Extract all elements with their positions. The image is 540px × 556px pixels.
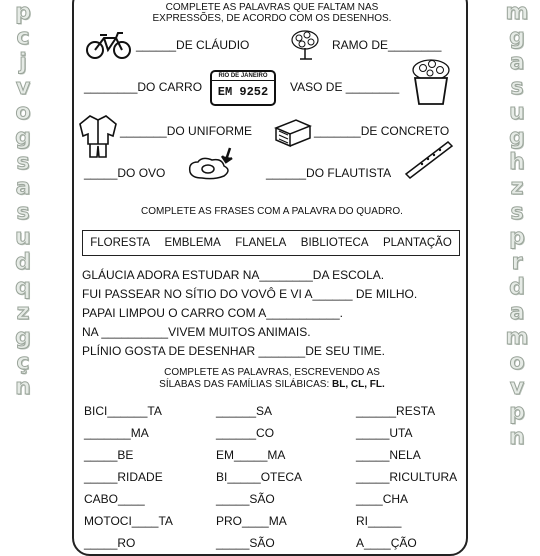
section3-title-line2: SÍLABAS DAS FAMÍLIAS SILÁBICAS: BL, CL, FL. bbox=[159, 379, 385, 390]
section1-title-line2: EXPRESSÕES, DE ACORDO COM OS DESENHOS. bbox=[152, 13, 392, 24]
left-border-letter: g bbox=[15, 325, 31, 350]
item-vaso-de: VASO DE ________ bbox=[290, 80, 400, 94]
right-border-letter: s bbox=[510, 200, 524, 225]
item-do-ovo: _____DO OVO bbox=[84, 166, 166, 180]
syllable-item: ____CHA bbox=[356, 492, 409, 506]
flute-icon bbox=[404, 138, 454, 178]
syllable-item: MOTOCI____TA bbox=[84, 514, 173, 528]
left-border-letter: ç bbox=[16, 350, 30, 375]
right-border-letter: r bbox=[511, 250, 523, 275]
right-letter-border bbox=[494, 0, 540, 540]
left-border-letter: n bbox=[15, 375, 31, 400]
right-border-letter: a bbox=[509, 300, 525, 325]
left-border-letter: u bbox=[15, 225, 31, 250]
flower-branch-icon bbox=[288, 28, 322, 60]
syllable-item: _______MA bbox=[84, 426, 149, 440]
fried-egg-icon bbox=[186, 148, 238, 182]
right-border-letter: z bbox=[510, 175, 524, 200]
right-border-letter: p bbox=[509, 400, 525, 425]
right-border-letter: g bbox=[509, 25, 525, 50]
left-border-letter: j bbox=[19, 50, 27, 75]
right-border-letter: u bbox=[509, 100, 525, 125]
item-de-claudio: ______DE CLÁUDIO bbox=[136, 38, 250, 52]
item-do-flautista: ______DO FLAUTISTA bbox=[266, 166, 392, 180]
right-border-letter: p bbox=[509, 225, 525, 250]
sentence-4: NA __________VIVEM MUITOS ANIMAIS. bbox=[82, 325, 311, 339]
left-border-letter: s bbox=[16, 150, 30, 175]
uniform-icon bbox=[78, 114, 118, 158]
sentence-2: FUI PASSEAR NO SÍTIO DO VOVÔ E VI A______ DE MILHO. bbox=[82, 287, 418, 301]
syllable-item: _____UTA bbox=[356, 426, 413, 440]
item-ramo-de: RAMO DE________ bbox=[332, 38, 442, 52]
syllable-item: ______RESTA bbox=[356, 404, 436, 418]
left-letter-border bbox=[0, 0, 46, 540]
item-de-concreto: _______DE CONCRETO bbox=[314, 124, 450, 138]
syllable-item: BICI______TA bbox=[84, 404, 162, 418]
syllable-item: ______CO bbox=[216, 426, 275, 440]
sentence-5: PLÍNIO GOSTA DE DESENHAR _______DE SEU TIME. bbox=[82, 344, 385, 358]
right-border-letter: g bbox=[509, 125, 525, 150]
plate-main-text: EM 9252 bbox=[217, 85, 269, 99]
item-do-uniforme: _______DO UNIFORME bbox=[120, 124, 253, 138]
concrete-block-icon bbox=[272, 116, 312, 146]
left-border-letter: s bbox=[16, 200, 30, 225]
syllable-item: BI_____OTECA bbox=[216, 470, 303, 484]
flower-pot-icon bbox=[410, 58, 452, 106]
syllable-item: _____SÃO bbox=[216, 492, 275, 506]
section3-title-line1: COMPLETE AS PALAVRAS, ESCREVENDO AS bbox=[164, 367, 380, 378]
right-border-letter: m bbox=[505, 325, 529, 350]
word-plantacao: PLANTAÇÃO bbox=[382, 237, 452, 249]
syllable-item: _____RO bbox=[84, 536, 136, 550]
syllable-item: _____NELA bbox=[356, 448, 421, 462]
syllable-item: RI_____ bbox=[356, 514, 402, 528]
word-floresta: FLORESTA bbox=[90, 237, 151, 249]
syllable-item: _____SÃO bbox=[216, 536, 275, 550]
plate-top-text: RIO DE JANEIRO bbox=[212, 72, 274, 81]
worksheet bbox=[72, 0, 468, 556]
left-border-letter: p bbox=[15, 0, 31, 25]
syllable-item: PRO____MA bbox=[216, 514, 287, 528]
left-border-letter: v bbox=[15, 75, 31, 100]
sentence-1: GLÁUCIA ADORA ESTUDAR NA________DA ESCOLA. bbox=[82, 268, 385, 282]
right-border-letter: v bbox=[509, 375, 525, 400]
word-box bbox=[82, 230, 460, 256]
left-border-letter: d bbox=[15, 250, 31, 275]
word-biblioteca: BIBLIOTECA bbox=[300, 237, 369, 249]
right-border-letter: m bbox=[505, 0, 529, 25]
right-border-letter: d bbox=[509, 275, 525, 300]
sentence-3: PAPAI LIMPOU O CARRO COM A___________. bbox=[82, 306, 343, 320]
right-border-letter: h bbox=[509, 150, 525, 175]
syllable-item: _____RIDADE bbox=[84, 470, 163, 484]
right-border-letter: a bbox=[509, 50, 525, 75]
left-border-letter: z bbox=[16, 300, 30, 325]
right-border-letter: n bbox=[509, 425, 525, 450]
word-emblema: EMBLEMA bbox=[164, 237, 221, 249]
syllable-item: A____ÇÃO bbox=[356, 536, 417, 550]
right-border-letter: s bbox=[510, 75, 524, 100]
syllable-item: _____BE bbox=[84, 448, 134, 462]
bicycle-icon bbox=[86, 30, 132, 60]
left-border-letter: q bbox=[15, 275, 31, 300]
syllable-item: CABO____ bbox=[84, 492, 145, 506]
word-flanela: FLANELA bbox=[235, 237, 287, 249]
item-do-carro: ________DO CARRO bbox=[84, 80, 203, 94]
syllable-item: ______SA bbox=[216, 404, 273, 418]
section2-title: COMPLETE AS FRASES COM A PALAVRA DO QUADRO. bbox=[141, 206, 403, 217]
license-plate-icon bbox=[210, 70, 276, 106]
syllable-item: _____RICULTURA bbox=[356, 470, 458, 484]
left-border-letter: a bbox=[15, 175, 31, 200]
left-border-letter: c bbox=[16, 25, 30, 50]
right-border-letter: o bbox=[509, 350, 525, 375]
left-border-letter: g bbox=[15, 125, 31, 150]
left-border-letter: o bbox=[15, 100, 31, 125]
syllable-item: EM_____MA bbox=[216, 448, 286, 462]
section1-title-line1: COMPLETE AS PALAVRAS QUE FALTAM NAS bbox=[165, 2, 379, 13]
